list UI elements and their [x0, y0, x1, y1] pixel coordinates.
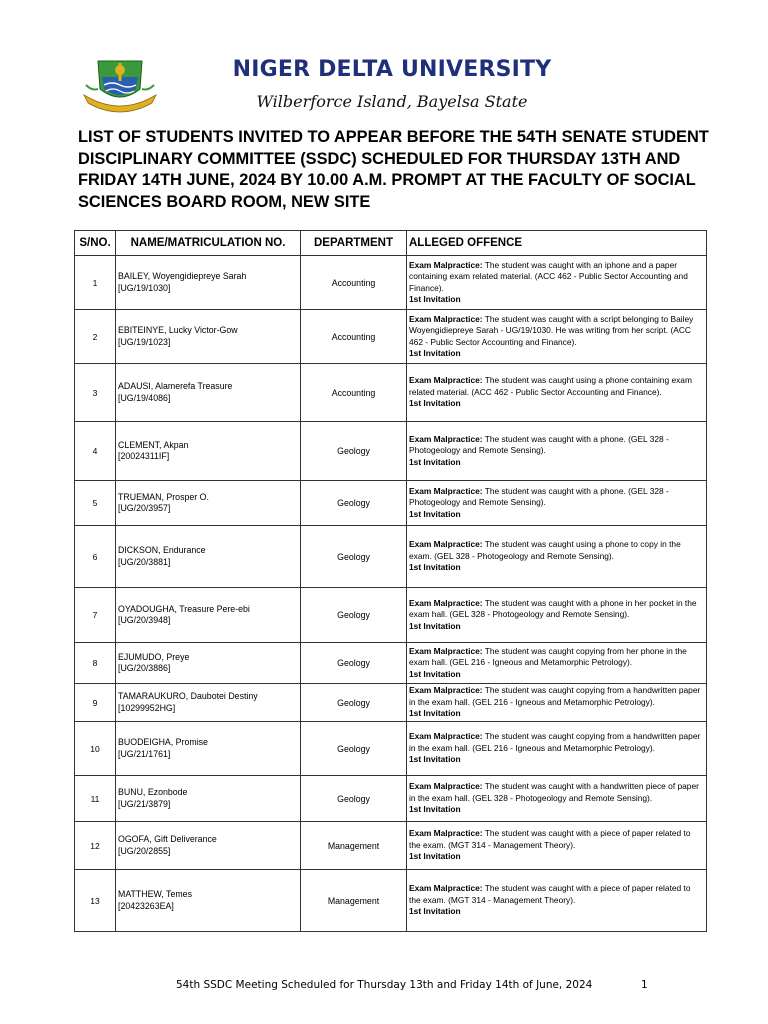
row-serial-number: 1	[75, 256, 116, 310]
footer-text: 54th SSDC Meeting Scheduled for Thursday 13th and Friday 14th of June, 2024	[176, 979, 593, 991]
student-name: BUODEIGHA, Promise	[118, 737, 208, 747]
row-offence	[407, 870, 707, 932]
student-name: EBITEINYE, Lucky Victor-Gow	[118, 325, 238, 335]
matriculation-number: [UG/21/1761]	[118, 748, 171, 759]
row-department: Accounting	[301, 310, 407, 364]
offence-label: Exam Malpractice:	[409, 828, 483, 839]
invitation-status: 1st Invitation	[409, 294, 461, 304]
invitation-status: 1st Invitation	[409, 456, 461, 467]
row-student	[116, 588, 301, 643]
row-serial-number: 5	[75, 481, 116, 526]
university-name: NIGER DELTA UNIVERSITY	[232, 57, 552, 82]
row-serial-number: 4	[75, 422, 116, 481]
row-offence	[407, 422, 707, 481]
row-department: Geology	[301, 684, 407, 722]
invitation-status: 1st Invitation	[409, 398, 461, 409]
table-row	[75, 256, 707, 310]
invitation-status: 1st Invitation	[409, 754, 461, 765]
table-row	[75, 684, 707, 722]
column-header-sno: S/NO.	[75, 231, 116, 256]
student-name: TAMARAUKURO, Daubotei Destiny	[118, 691, 258, 701]
row-student	[116, 256, 301, 310]
university-logo	[80, 55, 160, 117]
row-department: Geology	[301, 526, 407, 588]
table-row	[75, 643, 707, 684]
row-department: Management	[301, 870, 407, 932]
row-student	[116, 422, 301, 481]
table-row	[75, 310, 707, 364]
offence-description: The student was caught using a phone to copy in the exam. (GEL 328 - Photogeology and Remote Sensing).	[409, 539, 681, 561]
row-department: Geology	[301, 588, 407, 643]
row-student	[116, 364, 301, 422]
invitation-status: 1st Invitation	[409, 508, 461, 519]
student-name: OYADOUGHA, Treasure Pere-ebi	[118, 603, 250, 614]
offence-description: The student was caught copying from a handwritten paper in the exam hall. (GEL 216 - Igneous and Metamorphic Petrology).	[409, 731, 701, 753]
table-row	[75, 776, 707, 822]
student-name: BUNU, Ezonbode	[118, 787, 188, 797]
row-student	[116, 684, 301, 722]
crest-icon	[80, 55, 160, 117]
row-student	[116, 822, 301, 870]
table-row	[75, 870, 707, 932]
student-name: EJUMUDO, Preye	[118, 651, 190, 662]
row-offence	[407, 822, 707, 870]
offence-label: Exam Malpractice:	[409, 685, 483, 696]
row-student	[116, 310, 301, 364]
row-department: Geology	[301, 722, 407, 776]
invitation-status: 1st Invitation	[409, 562, 461, 573]
offence-description: The student was caught with an iphone and a paper containing exam related material. (ACC 462 - Public Sector Accounting and Finance).	[409, 259, 688, 293]
matriculation-number: [UG/20/3948]	[118, 615, 171, 625]
document-title: LIST OF STUDENTS INVITED TO APPEAR BEFORE THE 54TH SENATE STUDENT DISCIPLINARY COMMITTEE (SSDC) SCHEDULED FOR THURSDAY 13TH AND FRIDAY 14TH JUNE, 2024 BY 10.00 A.M. PROMPT AT THE FACULTY OF SOCIAL SCIENCES BOARD ROOM, NEW SITE	[78, 128, 709, 211]
student-name: MATTHEW, Temes	[118, 889, 192, 899]
row-offence	[407, 481, 707, 526]
offence-description: The student was caught with a phone. (GEL 328 - Photogeology and Remote Sensing).	[409, 485, 669, 508]
table-row	[75, 822, 707, 870]
row-department: Geology	[301, 643, 407, 684]
invitation-status: 1st Invitation	[409, 708, 461, 719]
offence-label: Exam Malpractice:	[409, 645, 483, 656]
offence-description: The student was caught with a piece of paper related to the exam. (MGT 314 - Management Theory).	[409, 883, 691, 905]
row-serial-number: 3	[75, 364, 116, 422]
row-student	[116, 870, 301, 932]
offence-label: Exam Malpractice:	[409, 259, 483, 270]
offence-label: Exam Malpractice:	[409, 781, 483, 792]
offence-description: The student was caught with a handwritten piece of paper in the exam hall. (GEL 328 - Photogeology and Remote Sensing).	[409, 781, 699, 803]
row-serial-number: 13	[75, 870, 116, 932]
offence-label: Exam Malpractice:	[409, 313, 483, 324]
table-row	[75, 422, 707, 481]
table-row	[75, 722, 707, 776]
offence-description: The student was caught copying from her phone in the exam hall. (GEL 216 - Igneous and Metamorphic Petrology).	[409, 645, 687, 668]
table-row	[75, 364, 707, 422]
column-header-offence: ALLEGED OFFENCE	[407, 231, 707, 256]
row-serial-number: 12	[75, 822, 116, 870]
offence-description: The student was caught using a phone containing exam related material. (ACC 462 - Public Sector Accounting and Finance).	[409, 375, 692, 397]
student-name: OGOFA, Gift Deliverance	[118, 834, 217, 844]
student-name: DICKSON, Endurance	[118, 545, 206, 555]
students-table	[74, 230, 707, 932]
offence-description: The student was caught with a phone in her pocket in the exam hall. (GEL 328 - Photogeology and Remote Sensing).	[409, 597, 697, 620]
offence-description: The student was caught with a script belonging to Bailey Woyengidiepreye Sarah - UG/19/1030. He was writing from her script. (ACC 462 - Public Sector Accounting and Finance).	[409, 313, 694, 347]
matriculation-number: [UG/20/2855]	[118, 845, 171, 856]
offence-label: Exam Malpractice:	[409, 731, 483, 742]
matriculation-number: [UG/21/3879]	[118, 798, 171, 809]
row-offence	[407, 256, 707, 310]
row-serial-number: 9	[75, 684, 116, 722]
invitation-status: 1st Invitation	[409, 620, 461, 631]
row-student	[116, 776, 301, 822]
matriculation-number: [10299952HG]	[118, 702, 176, 713]
university-location: Wilberforce Island, Bayelsa State	[256, 92, 528, 111]
row-serial-number: 11	[75, 776, 116, 822]
row-department: Management	[301, 822, 407, 870]
column-header-name: NAME/MATRICULATION NO.	[116, 231, 301, 256]
matriculation-number: [UG/20/3886]	[118, 663, 171, 673]
matriculation-number: [UG/19/1030]	[118, 282, 171, 293]
student-name: ADAUSI, Alamerefa Treasure	[118, 381, 233, 391]
row-student	[116, 526, 301, 588]
matriculation-number: [UG/19/4086]	[118, 392, 171, 403]
page-number: 1	[641, 979, 648, 991]
row-department: Accounting	[301, 256, 407, 310]
row-serial-number: 8	[75, 643, 116, 684]
row-student	[116, 481, 301, 526]
student-name: TRUEMAN, Prosper O.	[118, 491, 209, 502]
table-row	[75, 588, 707, 643]
table-header-row	[75, 231, 707, 256]
offence-label: Exam Malpractice:	[409, 375, 483, 386]
row-offence	[407, 684, 707, 722]
row-offence	[407, 722, 707, 776]
offence-label: Exam Malpractice:	[409, 539, 483, 550]
row-serial-number: 10	[75, 722, 116, 776]
row-department: Accounting	[301, 364, 407, 422]
row-serial-number: 7	[75, 588, 116, 643]
invitation-status: 1st Invitation	[409, 851, 461, 862]
row-department: Geology	[301, 422, 407, 481]
offence-description: The student was caught with a piece of paper related to the exam. (MGT 314 - Management Theory).	[409, 828, 691, 850]
row-serial-number: 2	[75, 310, 116, 364]
row-offence	[407, 526, 707, 588]
row-offence	[407, 643, 707, 684]
student-name: CLEMENT, Akpan	[118, 439, 189, 450]
matriculation-number: [UG/20/3957]	[118, 503, 171, 513]
row-offence	[407, 776, 707, 822]
matriculation-number: [20024311IF]	[118, 451, 170, 461]
invitation-status: 1st Invitation	[409, 804, 461, 815]
matriculation-number: [UG/19/1023]	[118, 336, 171, 347]
row-department: Geology	[301, 481, 407, 526]
row-department: Geology	[301, 776, 407, 822]
table-row	[75, 481, 707, 526]
invitation-status: 1st Invitation	[409, 668, 461, 679]
row-offence	[407, 364, 707, 422]
offence-label: Exam Malpractice:	[409, 485, 483, 496]
row-student	[116, 722, 301, 776]
matriculation-number: [20423263EA]	[118, 900, 174, 911]
invitation-status: 1st Invitation	[409, 348, 461, 358]
table-row	[75, 526, 707, 588]
row-student	[116, 643, 301, 684]
offence-description: The student was caught copying from a handwritten paper in the exam hall. (GEL 216 - Igneous and Metamorphic Petrology).	[409, 685, 701, 707]
row-offence	[407, 310, 707, 364]
matriculation-number: [UG/20/3881]	[118, 556, 171, 567]
invitation-status: 1st Invitation	[409, 906, 461, 917]
offence-description: The student was caught with a phone. (GEL 328 - Photogeology and Remote Sensing).	[409, 433, 669, 456]
row-serial-number: 6	[75, 526, 116, 588]
offence-label: Exam Malpractice:	[409, 883, 483, 894]
offence-label: Exam Malpractice:	[409, 597, 483, 608]
row-offence	[407, 588, 707, 643]
column-header-department: DEPARTMENT	[301, 231, 407, 256]
offence-label: Exam Malpractice:	[409, 433, 483, 444]
student-name: BAILEY, Woyengidiepreye Sarah	[118, 271, 247, 281]
